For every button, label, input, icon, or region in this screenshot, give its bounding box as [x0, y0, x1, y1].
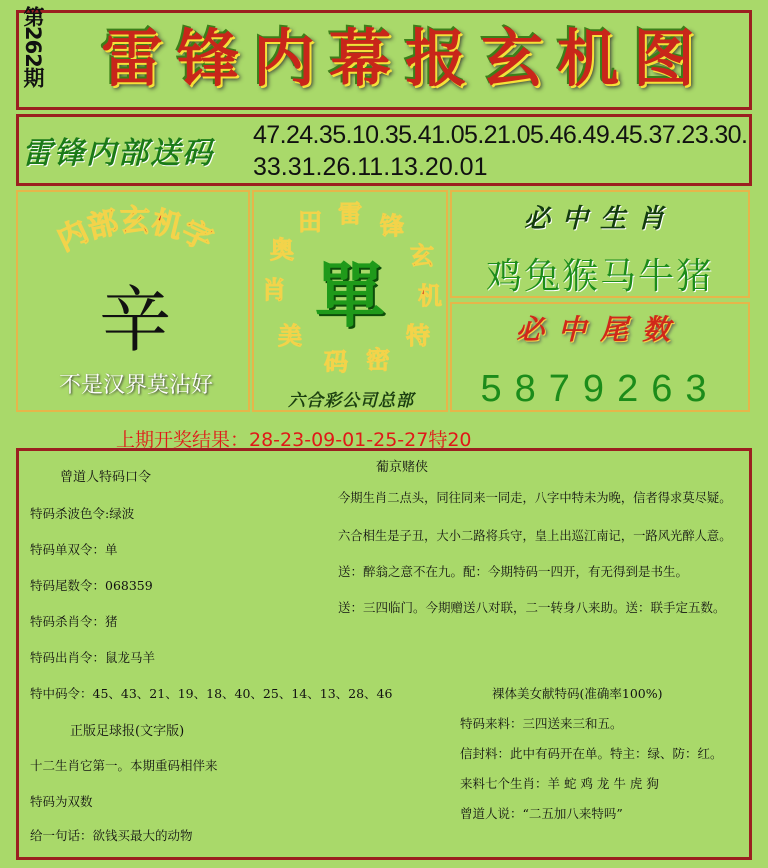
right-line-1: 六合相生是子丑，大小二路将兵守，皇上出巡江南记，一路风光醉人意。: [338, 529, 732, 543]
page-title: 雷锋内幕报玄机图: [100, 22, 709, 95]
company-label: 六合彩公司总部: [288, 391, 414, 411]
arc-text: 内部玄机字: [52, 204, 218, 259]
zodiac-value: 鸡兔猴马牛猪: [485, 256, 714, 297]
numbers-label: 雷锋内部送码: [22, 136, 214, 171]
right-line-0: 今期生肖二点头，同往同来一同走，八字中特未为晚，信者得求莫尽疑。: [338, 491, 732, 505]
ring-char-6: 码: [324, 347, 348, 376]
right-line2-0: 特码来料：三四送来三和五。: [460, 716, 623, 731]
left-line-4: 特码出肖令：鼠龙马羊: [30, 650, 156, 665]
left-heading: 曾道人特码口令: [60, 470, 152, 485]
right-line2-1: 信封料：此中有码开在单。特主：绿、防：红。: [460, 746, 723, 761]
right-heading: 葡京赌侠: [376, 460, 429, 475]
ring-char-7: 美: [278, 321, 302, 350]
right-line-3: 送：三四临门。今期赠送八对联，二一转身八来助。送：联手定五数。: [338, 600, 726, 615]
ring-char-5: 密: [366, 345, 390, 374]
left-line2-1: 特码为双数: [30, 794, 93, 809]
right-line-2: 送：醉翁之意不在九。配：今期特码一四开，有无得到是书生。: [338, 564, 689, 579]
center-char: 單: [315, 254, 385, 337]
ring-char-8: 肖: [262, 275, 286, 304]
left-line-3: 特码杀肖令：猪: [30, 614, 118, 629]
right-line2-3: 曾道人说：“二五加八来特吗”: [460, 806, 623, 821]
numbers-line-1: 47.24.35.10.35.41.05.21.05.46.49.45.37.23.30.: [253, 121, 748, 149]
issue-number: 第262期: [21, 6, 45, 87]
left-line2-2: 给一句话：欲钱买最大的动物: [30, 828, 193, 843]
last-result: 上期开奖结果：28-23-09-01-25-27特20: [116, 429, 472, 451]
hidden-char: 辛: [98, 278, 171, 362]
ring-char-9: 奥: [270, 235, 294, 264]
zodiac-label: 必中生肖: [523, 204, 676, 234]
ring-char-0: 雷: [338, 199, 362, 228]
tail-value: 5879263: [480, 368, 720, 410]
tail-label: 必中尾数: [515, 313, 684, 346]
ring-char-2: 玄: [410, 241, 434, 270]
numbers-line-2: 33.31.26.11.13.20.01: [253, 153, 488, 181]
ring-char-10: 田: [298, 207, 322, 236]
right-subheading: 裸体美女献特码(准确率100%): [492, 686, 663, 701]
left-line-5: 特中码令：45、43、21、19、18、40、25、14、13、28、46: [30, 686, 393, 701]
ring-char-1: 锋: [380, 211, 404, 240]
left-line-2: 特码尾数令：068359: [30, 578, 153, 593]
left-line-0: 特码杀波色令:绿波: [30, 506, 135, 521]
left-line2-0: 十二生肖它第一。本期重码相伴来: [30, 758, 218, 773]
left-subheading: 正版足球报(文字版): [70, 724, 185, 739]
left-caption: 不是汉界莫沾好: [58, 373, 213, 398]
right-line2-2: 来料七个生肖：羊 蛇 鸡 龙 牛 虎 狗: [460, 776, 659, 791]
ring-char-4: 特: [406, 321, 430, 350]
left-line-1: 特码单双令：单: [30, 542, 118, 557]
svg-text:内部玄机字: [52, 204, 218, 258]
ring-char-3: 机: [418, 281, 442, 310]
